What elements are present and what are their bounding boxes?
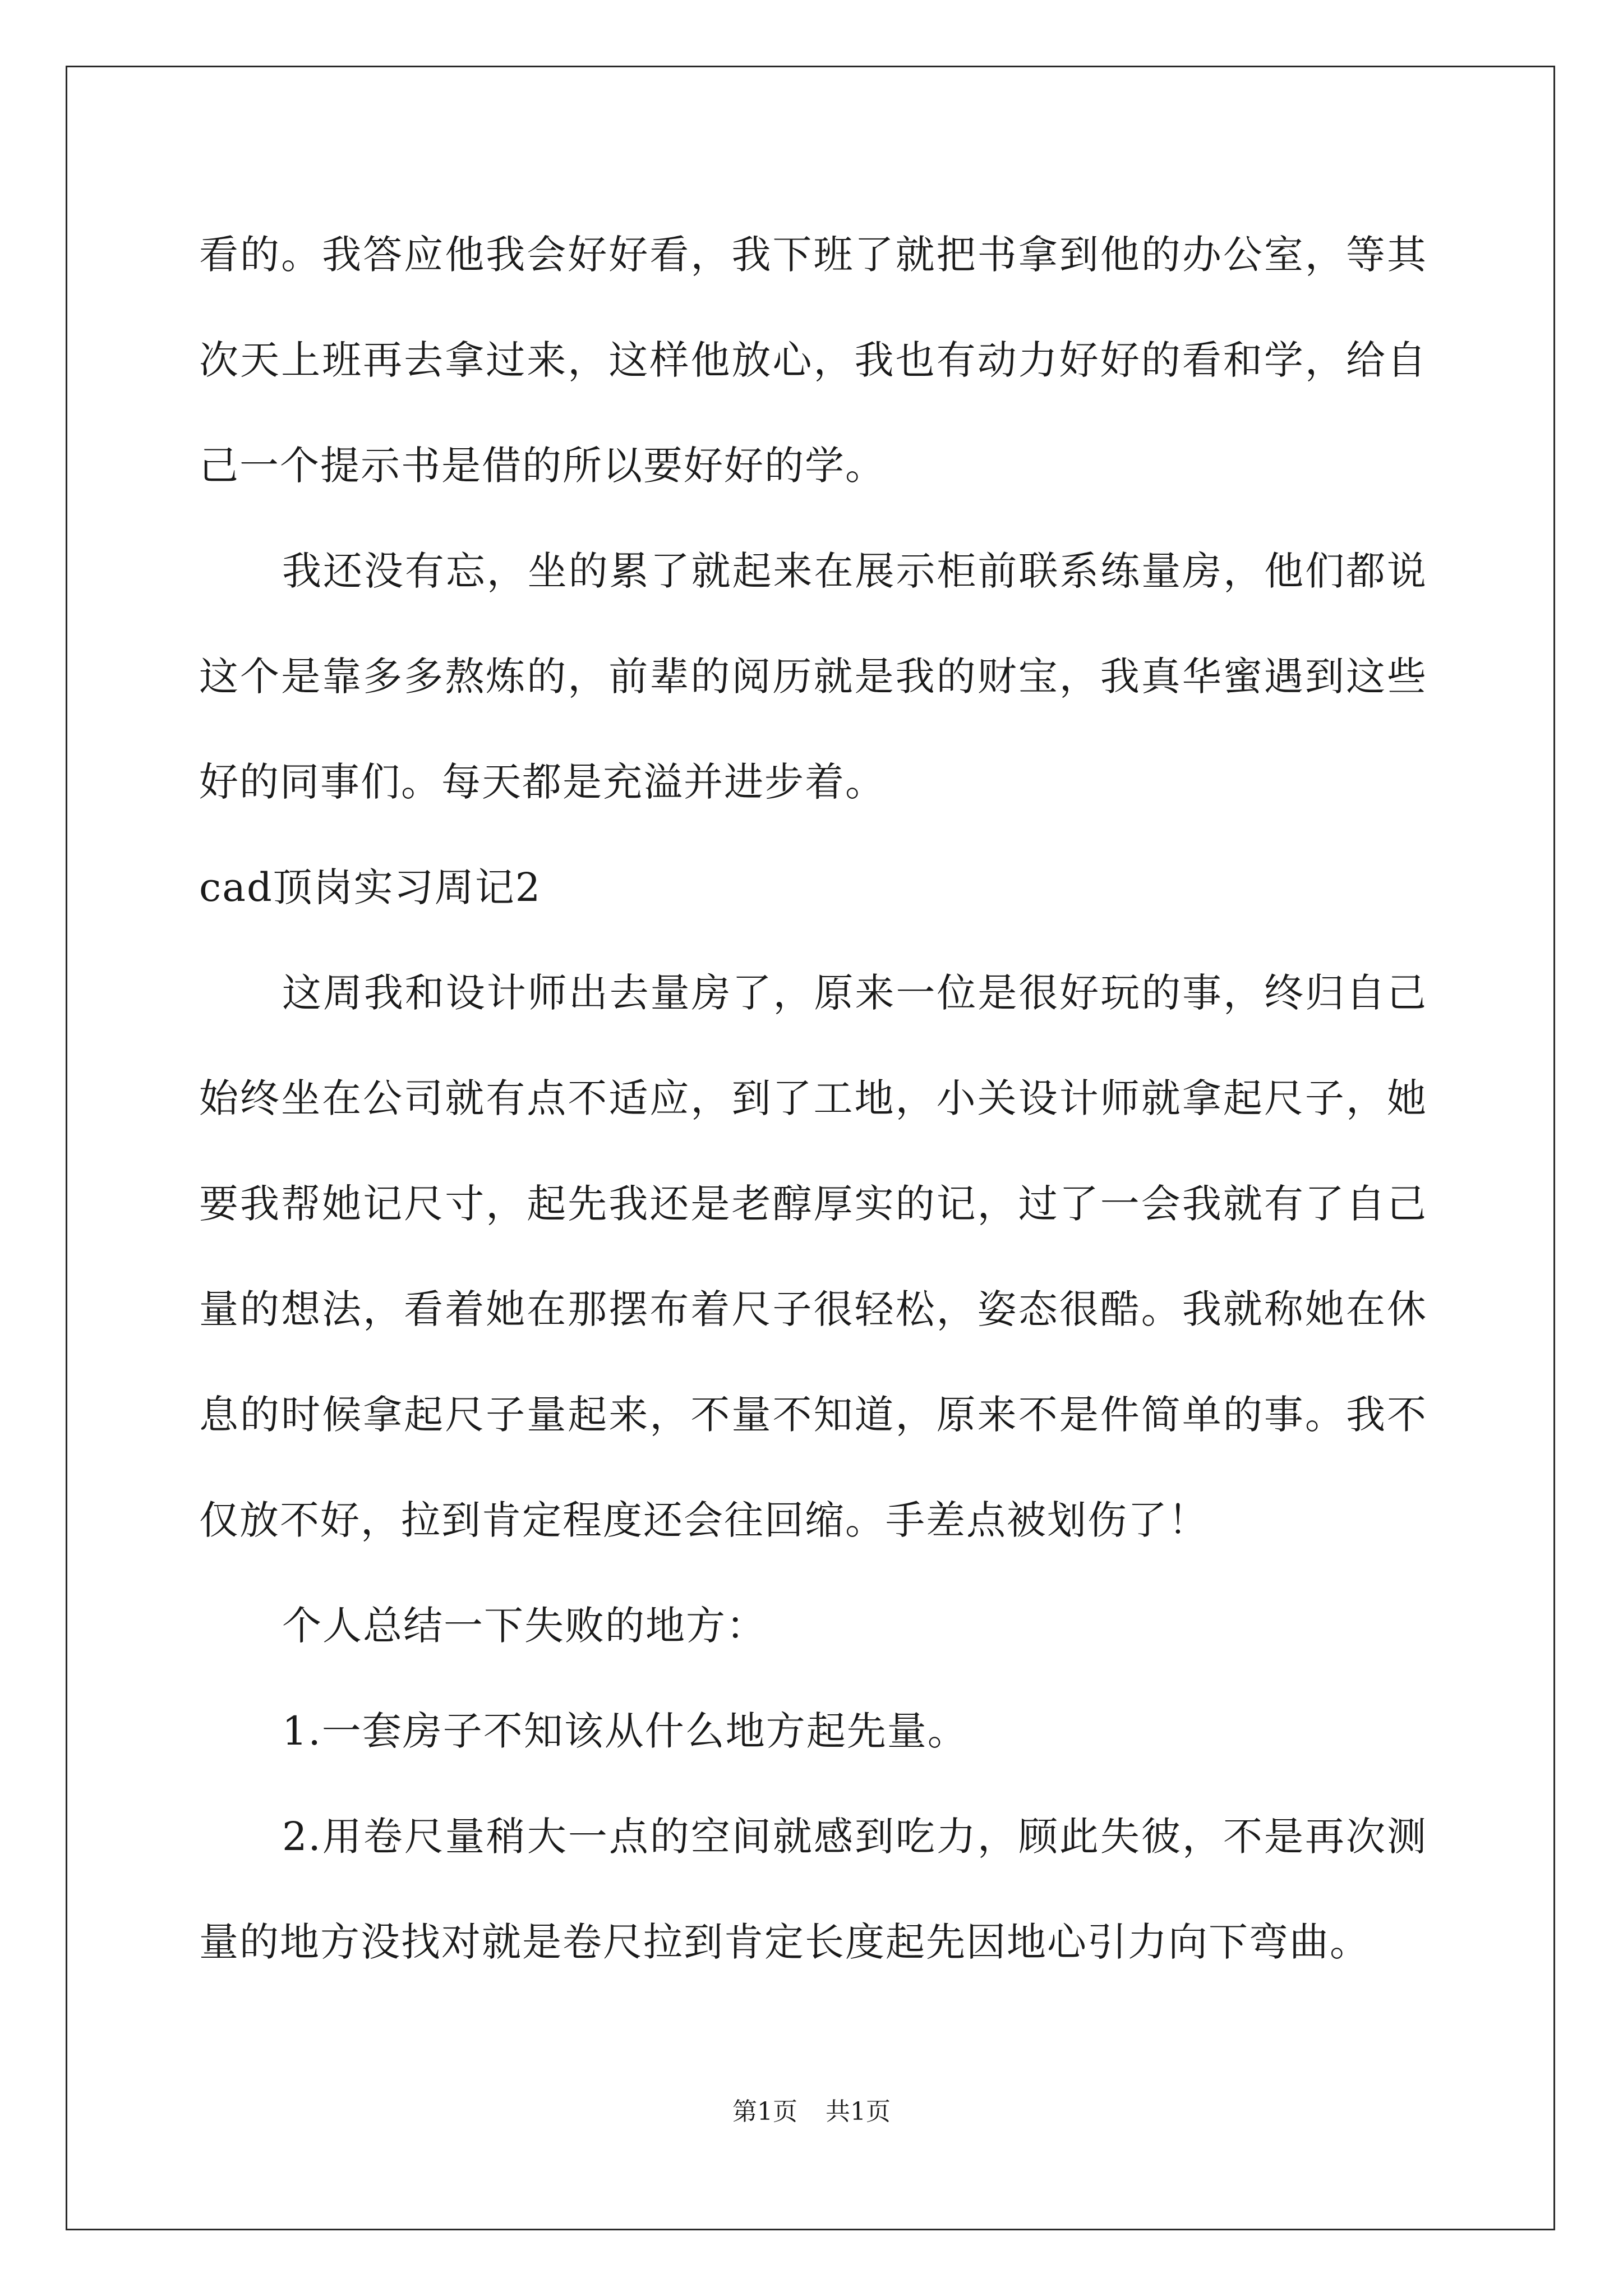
- page-footer: [0, 2091, 1623, 2127]
- paragraph: 这周我和设计师出去量房了，原来一位是很好玩的事，终归自己始终坐在公司就有点不适应，到了工地，小关设计师就拿起尺子，她要我帮她记尺寸，起先我还是老醇厚实的记，过了一会我就有了自己量的想法，看着她在那摆布着尺子很轻松，姿态很酷。我就称她在休息的时候拿起尺子量起来，不量不知道，原来不是件简单的事。我不仅放不好，拉到肯定程度还会往回缩。手差点被划伤了！: [199, 970, 1427, 1543]
- page-total: 共1页: [826, 2097, 891, 2126]
- section-heading: cad顶岗实习周记2: [199, 864, 542, 910]
- document-body: [199, 202, 1427, 1995]
- paragraph: 我还没有忘，坐的累了就起来在展示柜前联系练量房，他们都说这个是靠多多熬炼的，前辈的阅历就是我的财宝，我真华蜜遇到这些好的同事们。每天都是充溢并进步着。: [199, 548, 1427, 805]
- paragraph: 个人总结一下失败的地方：: [282, 1603, 767, 1649]
- page-number: 第1页: [732, 2097, 797, 2126]
- list-item: 2.用卷尺量稍大一点的空间就感到吃力，顾此失彼，不是再次测量的地方没找对就是卷尺拉到肯定长度起先因地心引力向下弯曲。: [199, 1814, 1427, 1965]
- list-item: 1.一套房子不知该从什么地方起先量。: [282, 1708, 968, 1754]
- paragraph: 看的。我答应他我会好好看，我下班了就把书拿到他的办公室，等其次天上班再去拿过来，这样他放心，我也有动力好好的看和学，给自己一个提示书是借的所以要好好的学。: [199, 232, 1427, 489]
